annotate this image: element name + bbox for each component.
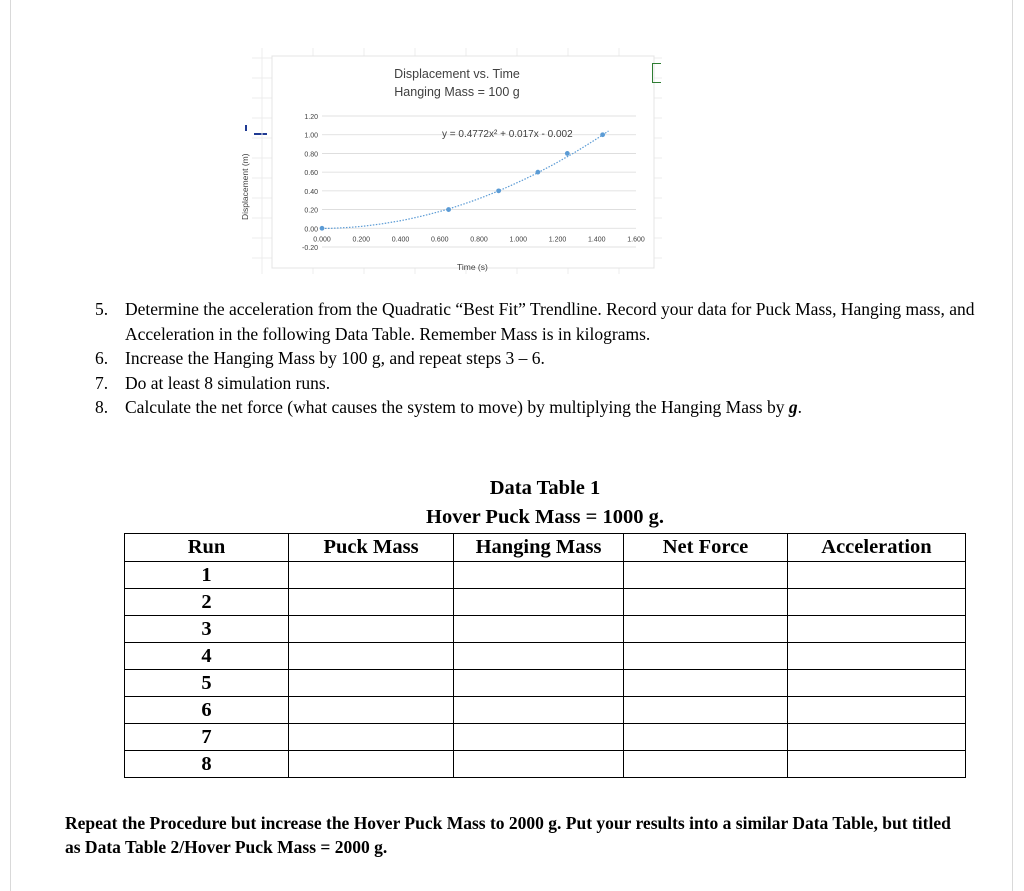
displacement-chart[interactable] [240, 48, 662, 274]
net-force-cell[interactable] [624, 643, 788, 670]
puck-mass-cell[interactable] [289, 589, 454, 616]
step-item [95, 297, 975, 346]
cursor-tick-icon [245, 125, 247, 131]
net-force-cell[interactable] [624, 751, 788, 778]
header-net-force: Net Force [624, 534, 788, 562]
step-number: 5. [95, 299, 109, 319]
acceleration-cell[interactable] [788, 562, 966, 589]
trendline-equation: y = 0.4772x² + 0.017x - 0.002 [442, 129, 573, 140]
puck-mass-cell[interactable] [289, 751, 454, 778]
data-point [446, 207, 451, 212]
table-row [125, 643, 966, 670]
table-row [125, 670, 966, 697]
step-number: 7. [95, 372, 109, 393]
x-tick-label: 1.000 [509, 236, 528, 244]
x-tick-label: 0.800 [470, 236, 488, 244]
x-tick-label: 0.600 [430, 236, 449, 244]
y-tick-label: 0.40 [304, 188, 318, 196]
table-row [125, 697, 966, 724]
procedure-steps [95, 297, 975, 420]
table-title: Data Table 1 [489, 477, 601, 499]
net-force-cell[interactable] [624, 670, 788, 697]
resize-bracket-icon[interactable] [652, 63, 661, 83]
x-axis-label: Time (s) [457, 262, 488, 272]
net-force-cell[interactable] [624, 562, 788, 589]
run-number: 4 [125, 643, 289, 670]
acceleration-cell[interactable] [788, 616, 966, 643]
data-table [124, 533, 966, 778]
run-number: 7 [125, 724, 289, 751]
puck-mass-cell[interactable] [289, 562, 454, 589]
gravity-symbol: g [788, 397, 798, 417]
data-point [535, 170, 540, 175]
y-tick-label: 0.60 [304, 170, 318, 178]
y-tick-label: 0.20 [304, 207, 318, 215]
acceleration-cell[interactable] [788, 589, 966, 616]
header-puck-mass: Puck Mass [289, 534, 454, 562]
step-text: Determine the acceleration from the Quadratic “Best Fit” Trendline. Record your data for Puck Mass, Hanging mass, and Acceleration in the following Data Table. Remember Mass is in kilograms. [125, 299, 975, 344]
hanging-mass-cell[interactable] [454, 562, 624, 589]
step-item [95, 346, 975, 371]
run-number: 6 [125, 697, 289, 724]
y-tick-label: 0.80 [304, 151, 318, 159]
y-tick-label: 0.00 [304, 226, 318, 234]
puck-mass-cell[interactable] [289, 670, 454, 697]
data-point [496, 188, 501, 193]
x-tick-label: 1.400 [587, 236, 606, 244]
run-number: 1 [125, 562, 289, 589]
net-force-cell[interactable] [624, 616, 788, 643]
table-row [125, 589, 966, 616]
acceleration-cell[interactable] [788, 751, 966, 778]
data-point [565, 151, 570, 156]
puck-mass-cell[interactable] [289, 697, 454, 724]
hanging-mass-cell[interactable] [454, 724, 624, 751]
step-text-main: Calculate the net force (what causes the system to move) by multiplying the Hanging Mass by [125, 397, 789, 417]
chart-title: Displacement vs. Time [394, 67, 520, 81]
acceleration-cell[interactable] [788, 697, 966, 724]
table-row [125, 724, 966, 751]
hanging-mass-cell[interactable] [454, 589, 624, 616]
data-point [600, 132, 605, 137]
step-number: 8. [95, 397, 109, 417]
run-number: 8 [125, 751, 289, 778]
step-text-end: . [797, 397, 802, 417]
net-force-cell[interactable] [624, 724, 788, 751]
step-item [95, 371, 975, 396]
hanging-mass-cell[interactable] [454, 697, 624, 724]
puck-mass-cell[interactable] [289, 643, 454, 670]
page-right-edge [1012, 0, 1013, 891]
header-run: Run [125, 534, 289, 562]
hanging-mass-cell[interactable] [454, 643, 624, 670]
hanging-mass-cell[interactable] [454, 751, 624, 778]
table-header-row [125, 534, 966, 562]
data-point [320, 226, 325, 231]
footer-instruction: Repeat the Procedure but increase the Hover Puck Mass to 2000 g. Put your results into a similar Data Table, but titled as Data Table 2/Hover Puck Mass = 2000 g. [65, 813, 951, 857]
hanging-mass-cell[interactable] [454, 670, 624, 697]
chart-subtitle: Hanging Mass = 100 g [394, 85, 520, 99]
run-number: 5 [125, 670, 289, 697]
page-left-edge [10, 0, 11, 891]
net-force-cell[interactable] [624, 589, 788, 616]
chart-canvas [252, 48, 662, 274]
step-number: 6. [95, 348, 109, 368]
step-text: Do at least 8 simulation runs. [125, 372, 331, 393]
acceleration-cell[interactable] [788, 724, 966, 751]
step-text [125, 395, 975, 420]
y-tick-label: 1.20 [304, 114, 318, 121]
header-hanging-mass: Hanging Mass [454, 534, 624, 562]
step-text: Increase the Hanging Mass by 100 g, and repeat steps 3 – 6. [125, 348, 545, 368]
acceleration-cell[interactable] [788, 670, 966, 697]
hanging-mass-cell[interactable] [454, 616, 624, 643]
run-number: 2 [125, 589, 289, 616]
x-tick-label: 1.200 [548, 236, 567, 244]
y-axis-label: Displacement (m) [240, 153, 250, 220]
table-subtitle: Hover Puck Mass = 1000 g. [426, 506, 664, 528]
y-tick-label: -0.20 [302, 245, 318, 252]
step-item [95, 395, 975, 420]
x-tick-label: 0.200 [352, 236, 371, 244]
x-tick-label: 1.600 [627, 236, 645, 244]
puck-mass-cell[interactable] [289, 724, 454, 751]
table-row [125, 616, 966, 643]
net-force-cell[interactable] [624, 697, 788, 724]
table-row [125, 562, 966, 589]
y-tick-label: 1.00 [304, 132, 318, 140]
acceleration-cell[interactable] [788, 643, 966, 670]
x-tick-label: 0.400 [391, 236, 410, 244]
run-number: 3 [125, 616, 289, 643]
puck-mass-cell[interactable] [289, 616, 454, 643]
table-row [125, 751, 966, 778]
header-acceleration: Acceleration [788, 534, 966, 562]
x-tick-label: 0.000 [313, 236, 331, 244]
